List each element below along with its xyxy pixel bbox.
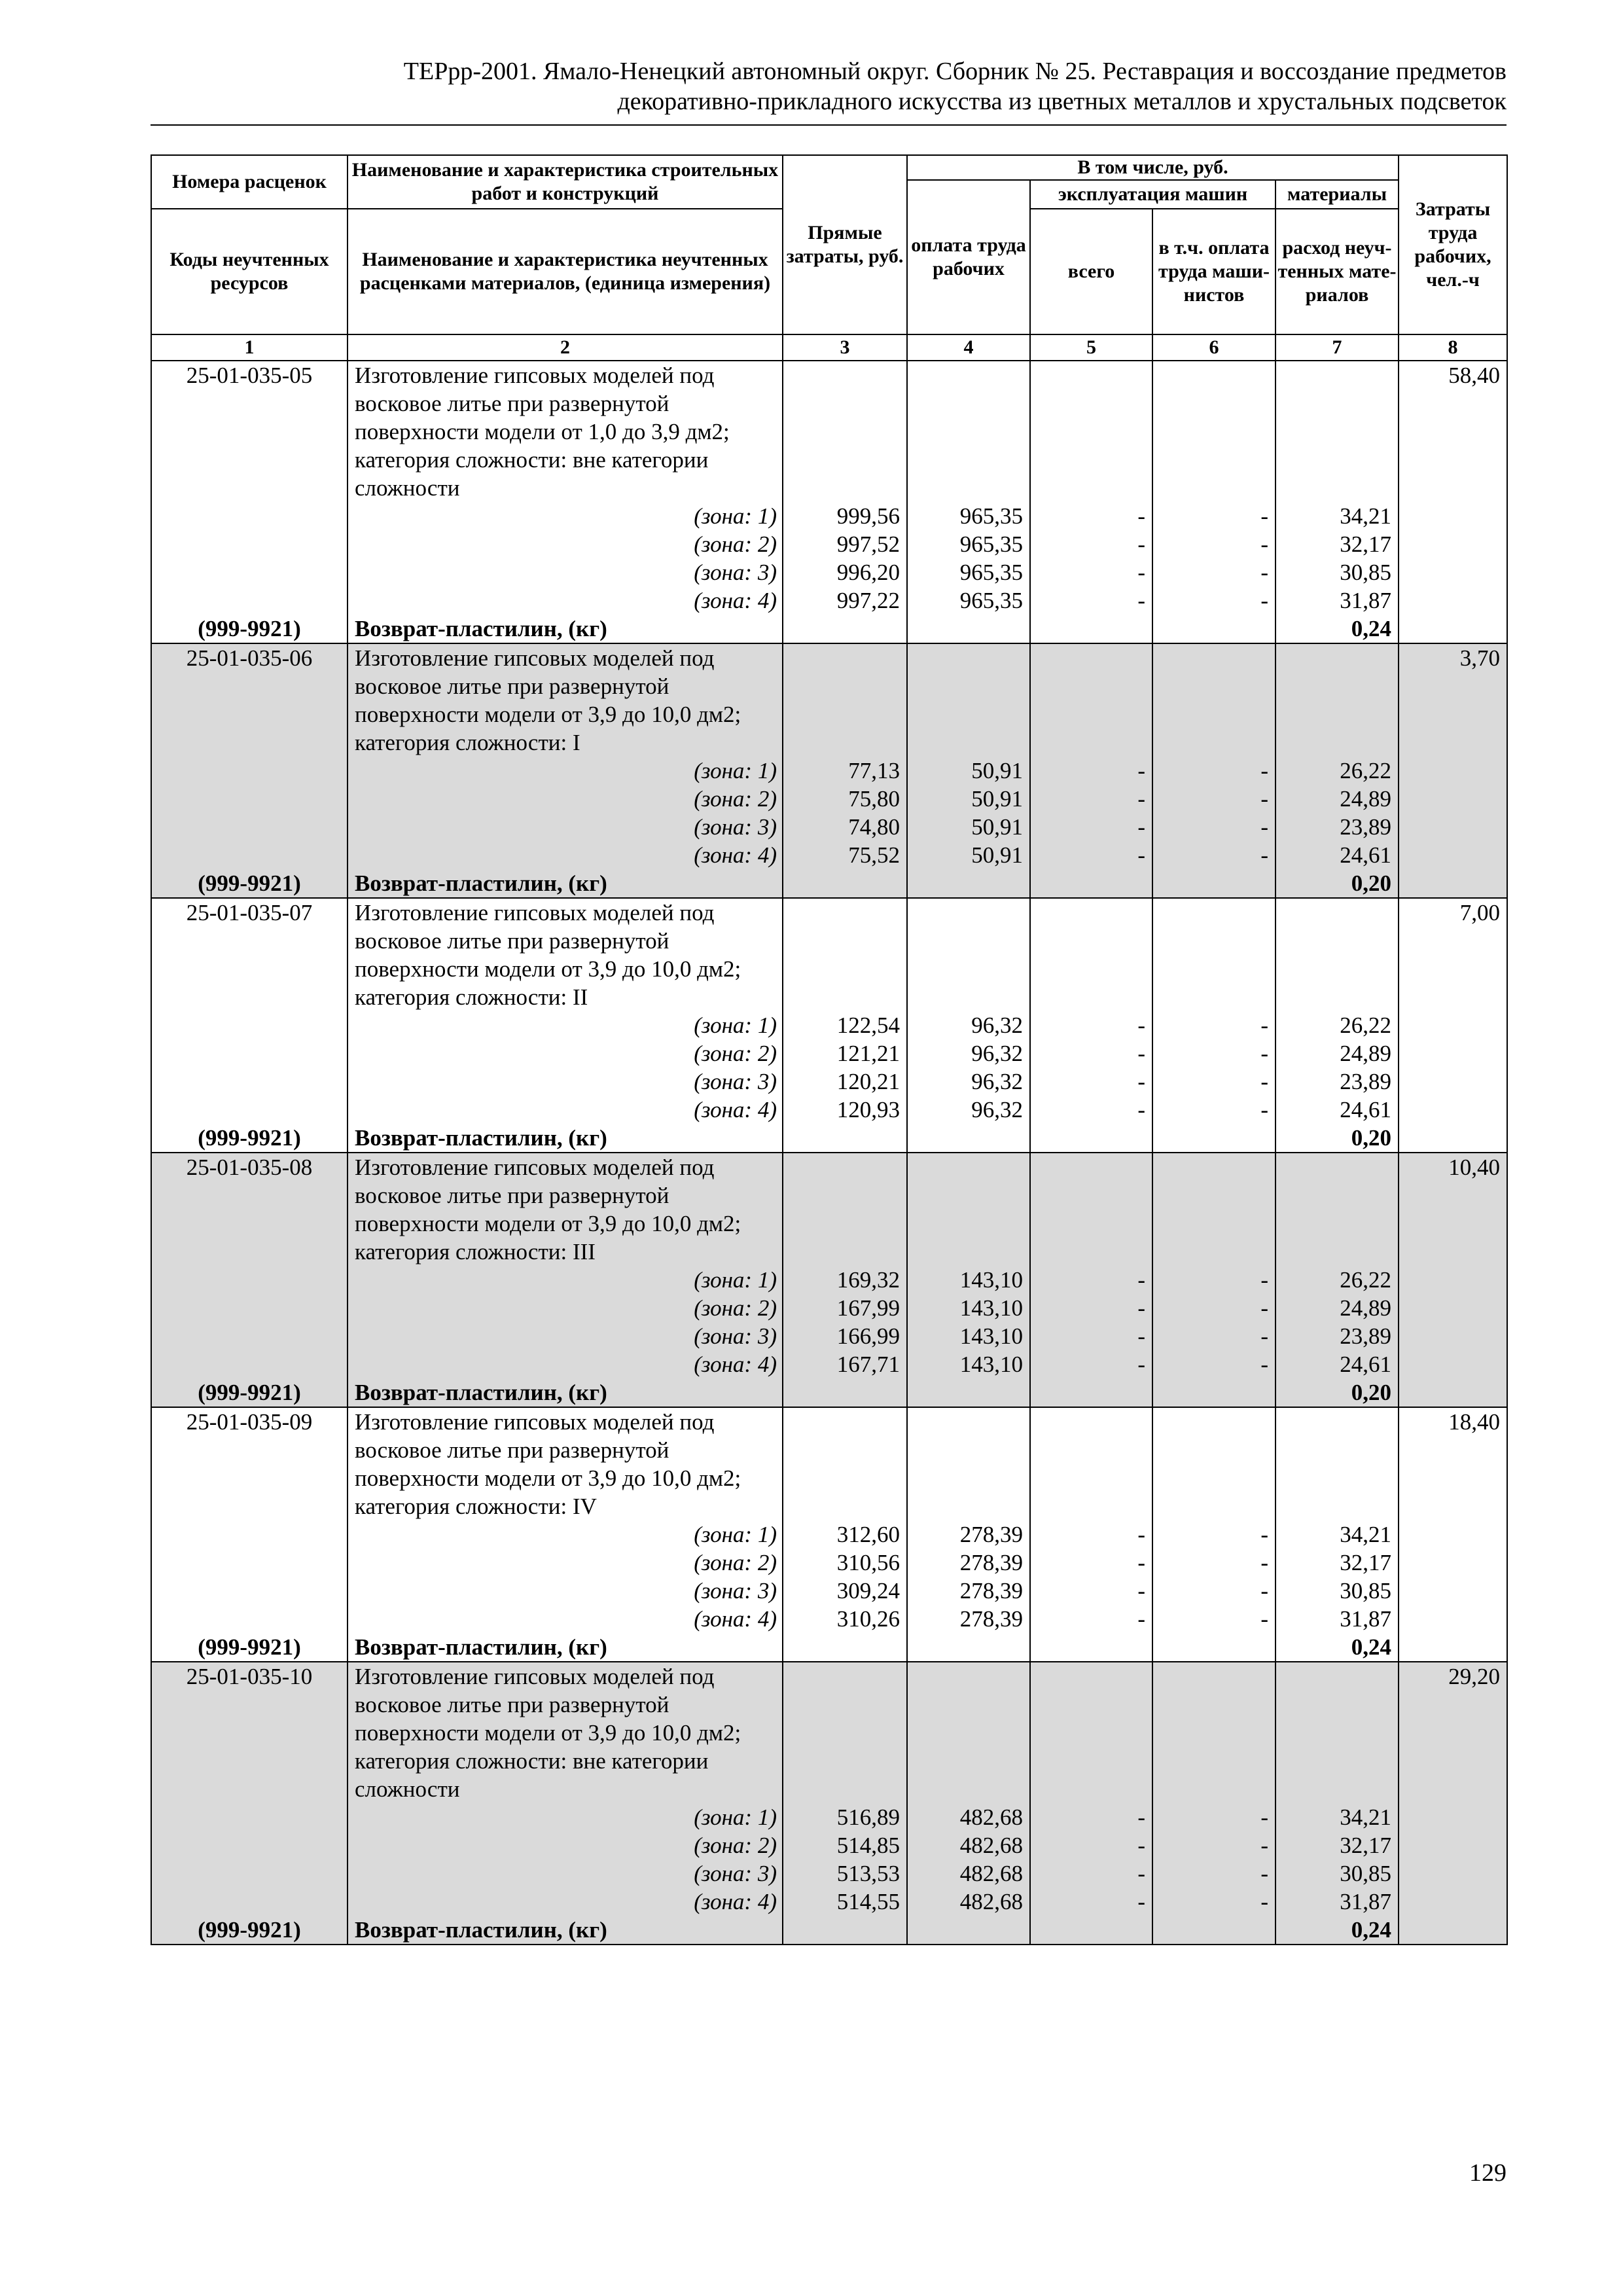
- zone-label: (зона: 2): [694, 1295, 777, 1321]
- materials-cost: 32,17: [1340, 531, 1392, 557]
- machine-cost: -: [1137, 758, 1145, 783]
- head-including: В том числе, руб.: [907, 155, 1399, 180]
- machinist-pay-cell: [1152, 1662, 1275, 1945]
- head-rate-numbers: Номера расценок: [151, 155, 348, 209]
- machinist-pay: -: [1260, 1097, 1268, 1122]
- description-line: Изготовление гипсовых моделей под: [355, 900, 715, 925]
- labor-pay-cell: [907, 1153, 1030, 1407]
- rate-block: [151, 361, 1507, 643]
- machinist-pay: -: [1260, 1267, 1268, 1293]
- description-line: восковое литье при развернутой: [355, 1183, 669, 1208]
- rate-code: 25-01-035-10: [186, 1664, 313, 1689]
- labor-pay-cell: [907, 898, 1030, 1153]
- labor-pay: 965,35: [959, 588, 1023, 613]
- machine-cost: -: [1137, 531, 1145, 557]
- description-cell: [348, 1153, 783, 1407]
- rate-code-cell: [151, 361, 348, 643]
- labor-pay: 143,10: [959, 1352, 1023, 1377]
- machine-cost: -: [1137, 1578, 1145, 1604]
- machinist-pay: -: [1260, 1606, 1268, 1632]
- description-line: сложности: [355, 1776, 460, 1802]
- direct-cost-cell: [783, 643, 907, 898]
- resource-name: Возврат-пластилин, (кг): [355, 1917, 607, 1943]
- labor-hours-cell: [1399, 1407, 1507, 1662]
- labor-pay: 143,10: [959, 1267, 1023, 1293]
- labor-pay: 482,68: [959, 1889, 1023, 1914]
- machine-cost: -: [1137, 1041, 1145, 1066]
- machine-cost: -: [1137, 1013, 1145, 1038]
- machine-cost: -: [1137, 842, 1145, 868]
- machine-cost: -: [1137, 1267, 1145, 1293]
- rate-block: [151, 1662, 1507, 1945]
- header-rule: [151, 124, 1507, 126]
- materials-cost: 31,87: [1340, 588, 1392, 613]
- materials-cost-cell: [1275, 1662, 1399, 1945]
- machinist-pay: -: [1260, 560, 1268, 585]
- machine-cost: -: [1137, 1804, 1145, 1830]
- labor-pay: 482,68: [959, 1833, 1023, 1858]
- description-cell: [348, 1662, 783, 1945]
- materials-cost: 24,89: [1340, 1295, 1392, 1321]
- labor-pay: 50,91: [971, 758, 1023, 783]
- machinist-pay: -: [1260, 814, 1268, 840]
- description-line: категория сложности: I: [355, 730, 580, 755]
- labor-pay: 96,32: [971, 1041, 1023, 1066]
- machinist-pay: -: [1260, 1889, 1268, 1914]
- resource-quantity: 0,20: [1351, 870, 1392, 896]
- materials-cost: 30,85: [1340, 560, 1392, 585]
- resource-name: Возврат-пластилин, (кг): [355, 1634, 607, 1660]
- materials-cost: 31,87: [1340, 1606, 1392, 1632]
- zone-label: (зона: 1): [694, 1522, 777, 1547]
- zone-label: (зона: 4): [694, 1352, 777, 1377]
- labor-pay: 96,32: [971, 1069, 1023, 1094]
- materials-cost: 32,17: [1340, 1833, 1392, 1858]
- materials-cost: 23,89: [1340, 1323, 1392, 1349]
- machine-cost-cell: [1030, 361, 1152, 643]
- resource-code: (999-9921): [198, 1634, 301, 1660]
- labor-hours-cell: [1399, 1153, 1507, 1407]
- machine-cost: -: [1137, 1861, 1145, 1886]
- description-line: категория сложности: II: [355, 984, 588, 1010]
- rate-code: 25-01-035-06: [186, 645, 313, 671]
- machine-cost: -: [1137, 1550, 1145, 1575]
- direct-cost-cell: [783, 1407, 907, 1662]
- description-cell: [348, 898, 783, 1153]
- machine-cost: -: [1137, 1323, 1145, 1349]
- zone-label: (зона: 2): [694, 1550, 777, 1575]
- direct-cost: 75,80: [848, 786, 900, 812]
- machine-cost-cell: [1030, 1662, 1152, 1945]
- machine-cost: -: [1137, 1606, 1145, 1632]
- rate-block: [151, 898, 1507, 1153]
- resource-quantity: 0,24: [1351, 1917, 1392, 1943]
- materials-cost: 30,85: [1340, 1861, 1392, 1886]
- resource-code: (999-9921): [198, 1917, 301, 1943]
- materials-cost: 34,21: [1340, 1522, 1392, 1547]
- materials-cost: 24,61: [1340, 1097, 1392, 1122]
- machine-cost: -: [1137, 503, 1145, 529]
- zone-label: (зона: 2): [694, 1833, 777, 1858]
- machinist-pay: -: [1260, 1041, 1268, 1066]
- labor-pay-cell: [907, 361, 1030, 643]
- description-line: поверхности модели от 3,9 до 10,0 дм2;: [355, 1465, 741, 1491]
- resource-code: (999-9921): [198, 870, 301, 896]
- machinist-pay: -: [1260, 1861, 1268, 1886]
- machine-cost: -: [1137, 1833, 1145, 1858]
- labor-pay: 965,35: [959, 531, 1023, 557]
- machinist-pay-cell: [1152, 361, 1275, 643]
- labor-pay-cell: [907, 1662, 1030, 1945]
- table-header: [151, 155, 1507, 361]
- description-line: категория сложности: вне категории: [355, 447, 709, 473]
- machinist-pay: -: [1260, 503, 1268, 529]
- description-line: восковое литье при развернутой: [355, 1692, 669, 1717]
- resource-quantity: 0,24: [1351, 616, 1392, 641]
- materials-cost-cell: [1275, 1153, 1399, 1407]
- zone-label: (зона: 3): [694, 1323, 777, 1349]
- direct-cost: 122,54: [836, 1013, 900, 1038]
- col-number: 2: [348, 334, 783, 361]
- direct-cost: 75,52: [848, 842, 900, 868]
- direct-cost-cell: [783, 361, 907, 643]
- labor-pay: 96,32: [971, 1097, 1023, 1122]
- direct-cost: 997,52: [836, 531, 900, 557]
- machine-cost-cell: [1030, 898, 1152, 1153]
- direct-cost: 121,21: [836, 1041, 900, 1066]
- labor-pay: 50,91: [971, 842, 1023, 868]
- description-line: поверхности модели от 3,9 до 10,0 дм2;: [355, 1720, 741, 1746]
- labor-hours: 3,70: [1459, 645, 1501, 671]
- head-machine-operation: эксплуатация машин: [1030, 180, 1275, 209]
- rate-code: 25-01-035-08: [186, 1155, 313, 1180]
- labor-pay: 278,39: [959, 1550, 1023, 1575]
- page-number: 129: [1469, 2159, 1507, 2187]
- zone-label: (зона: 4): [694, 1606, 777, 1632]
- materials-cost: 31,87: [1340, 1889, 1392, 1914]
- description-line: категория сложности: IV: [355, 1494, 597, 1519]
- resource-quantity: 0,24: [1351, 1634, 1392, 1660]
- machine-cost: -: [1137, 1295, 1145, 1321]
- zone-label: (зона: 1): [694, 1013, 777, 1038]
- table-body: [151, 361, 1507, 1945]
- description-line: Изготовление гипсовых моделей под: [355, 363, 715, 388]
- zone-label: (зона: 1): [694, 1804, 777, 1830]
- direct-cost: 77,13: [848, 758, 900, 783]
- description-line: Изготовление гипсовых моделей под: [355, 645, 715, 671]
- machinist-pay: -: [1260, 842, 1268, 868]
- machinist-pay: -: [1260, 1522, 1268, 1547]
- description-line: восковое литье при развернутой: [355, 1437, 669, 1463]
- direct-cost: 312,60: [836, 1522, 900, 1547]
- direct-cost: 996,20: [836, 560, 900, 585]
- head-material-name: Наименование и характеристика неучтенных расценками материалов, (единица измерения): [348, 209, 783, 334]
- direct-cost: 167,99: [836, 1295, 900, 1321]
- materials-cost: 26,22: [1340, 1013, 1392, 1038]
- labor-pay: 278,39: [959, 1578, 1023, 1604]
- machine-cost: -: [1137, 1069, 1145, 1094]
- direct-cost: 309,24: [836, 1578, 900, 1604]
- header-line-1: ТЕРрр-2001. Ямало-Ненецкий автономный округ. Сборник № 25. Реставрация и воссоздание предметов: [403, 58, 1507, 85]
- description-line: поверхности модели от 3,9 до 10,0 дм2;: [355, 702, 741, 727]
- description-line: восковое литье при развернутой: [355, 928, 669, 954]
- machine-cost: -: [1137, 560, 1145, 585]
- column-numbers-row: [151, 334, 1507, 361]
- zone-label: (зона: 3): [694, 1578, 777, 1604]
- materials-cost: 24,89: [1340, 1041, 1392, 1066]
- col-number: 4: [907, 334, 1030, 361]
- direct-cost: 167,71: [836, 1352, 900, 1377]
- materials-cost: 24,61: [1340, 1352, 1392, 1377]
- machinist-pay: -: [1260, 758, 1268, 783]
- labor-pay-cell: [907, 1407, 1030, 1662]
- materials-cost: 23,89: [1340, 1069, 1392, 1094]
- materials-cost: 26,22: [1340, 758, 1392, 783]
- rate-code: 25-01-035-09: [186, 1409, 313, 1435]
- resource-name: Возврат-пластилин, (кг): [355, 1125, 607, 1151]
- machinist-pay: -: [1260, 1323, 1268, 1349]
- head-resource-codes: Коды неучтенных ресурсов: [151, 209, 348, 334]
- description-cell: [348, 361, 783, 643]
- labor-pay: 143,10: [959, 1323, 1023, 1349]
- labor-pay: 278,39: [959, 1606, 1023, 1632]
- resource-name: Возврат-пластилин, (кг): [355, 870, 607, 896]
- col-number: 8: [1399, 334, 1507, 361]
- direct-cost: 514,85: [836, 1833, 900, 1858]
- materials-cost: 23,89: [1340, 814, 1392, 840]
- machinist-pay: -: [1260, 1833, 1268, 1858]
- direct-cost: 999,56: [836, 503, 900, 529]
- zone-label: (зона: 1): [694, 1267, 777, 1293]
- head-materials: материалы: [1275, 180, 1399, 209]
- materials-cost-cell: [1275, 898, 1399, 1153]
- rate-code: 25-01-035-05: [186, 363, 313, 388]
- labor-pay: 482,68: [959, 1861, 1023, 1886]
- description-line: поверхности модели от 3,9 до 10,0 дм2;: [355, 1211, 741, 1236]
- materials-cost: 30,85: [1340, 1578, 1392, 1604]
- description-line: Изготовление гипсовых моделей под: [355, 1409, 715, 1435]
- labor-hours: 58,40: [1448, 363, 1501, 388]
- zone-label: (зона: 3): [694, 1861, 777, 1886]
- description-cell: [348, 643, 783, 898]
- direct-cost: 166,99: [836, 1323, 900, 1349]
- rate-code: 25-01-035-07: [186, 900, 313, 925]
- rate-code-cell: [151, 898, 348, 1153]
- labor-hours-cell: [1399, 361, 1507, 643]
- rate-code-cell: [151, 643, 348, 898]
- col-number: 6: [1152, 334, 1275, 361]
- direct-cost: 310,56: [836, 1550, 900, 1575]
- direct-cost: 120,21: [836, 1069, 900, 1094]
- machine-cost-cell: [1030, 1407, 1152, 1662]
- description-line: Изготовление гипсовых моделей под: [355, 1664, 715, 1689]
- description-cell: [348, 1407, 783, 1662]
- machine-cost: -: [1137, 786, 1145, 812]
- direct-cost-cell: [783, 1153, 907, 1407]
- direct-cost: 997,22: [836, 588, 900, 613]
- zone-label: (зона: 2): [694, 786, 777, 812]
- head-machinist-pay: в т.ч. оплата труда маши-нистов: [1152, 209, 1275, 334]
- head-labor-pay: оплата труда рабочих: [907, 180, 1030, 334]
- description-line: поверхности модели от 1,0 до 3,9 дм2;: [355, 419, 730, 444]
- head-machine-total: всего: [1030, 209, 1152, 334]
- resource-name: Возврат-пластилин, (кг): [355, 1380, 607, 1405]
- machinist-pay: -: [1260, 531, 1268, 557]
- description-line: восковое литье при развернутой: [355, 673, 669, 699]
- direct-cost-cell: [783, 1662, 907, 1945]
- machine-cost: -: [1137, 1097, 1145, 1122]
- resource-code: (999-9921): [198, 1125, 301, 1151]
- zone-label: (зона: 4): [694, 1097, 777, 1122]
- direct-cost: 513,53: [836, 1861, 900, 1886]
- machinist-pay: -: [1260, 1578, 1268, 1604]
- direct-cost: 310,26: [836, 1606, 900, 1632]
- direct-cost: 516,89: [836, 1804, 900, 1830]
- machine-cost: -: [1137, 1889, 1145, 1914]
- resource-quantity: 0,20: [1351, 1380, 1392, 1405]
- head-labor-costs: Затраты труда рабочих, чел.-ч: [1399, 155, 1507, 334]
- machinist-pay: -: [1260, 786, 1268, 812]
- machinist-pay: -: [1260, 1013, 1268, 1038]
- materials-cost-cell: [1275, 361, 1399, 643]
- machinist-pay-cell: [1152, 1407, 1275, 1662]
- zone-label: (зона: 4): [694, 588, 777, 613]
- materials-cost: 24,89: [1340, 786, 1392, 812]
- labor-hours: 7,00: [1459, 900, 1501, 925]
- materials-cost-cell: [1275, 1407, 1399, 1662]
- head-material-usage: расход неуч-тенных мате-риалов: [1275, 209, 1399, 334]
- labor-pay: 143,10: [959, 1295, 1023, 1321]
- labor-hours: 18,40: [1448, 1409, 1501, 1435]
- machine-cost: -: [1137, 1352, 1145, 1377]
- zone-label: (зона: 3): [694, 560, 777, 585]
- rate-block: [151, 643, 1507, 898]
- machinist-pay-cell: [1152, 643, 1275, 898]
- direct-cost: 120,93: [836, 1097, 900, 1122]
- machinist-pay-cell: [1152, 898, 1275, 1153]
- direct-cost-cell: [783, 898, 907, 1153]
- labor-pay-cell: [907, 643, 1030, 898]
- rate-code-cell: [151, 1662, 348, 1945]
- labor-pay: 965,35: [959, 503, 1023, 529]
- zone-label: (зона: 4): [694, 1889, 777, 1914]
- rate-code-cell: [151, 1407, 348, 1662]
- zone-label: (зона: 3): [694, 1069, 777, 1094]
- machinist-pay: -: [1260, 588, 1268, 613]
- zone-label: (зона: 4): [694, 842, 777, 868]
- resource-code: (999-9921): [198, 616, 301, 641]
- machinist-pay: -: [1260, 1804, 1268, 1830]
- machinist-pay-cell: [1152, 1153, 1275, 1407]
- machinist-pay: -: [1260, 1352, 1268, 1377]
- machine-cost: -: [1137, 1522, 1145, 1547]
- labor-pay: 50,91: [971, 786, 1023, 812]
- labor-pay: 50,91: [971, 814, 1023, 840]
- labor-pay: 278,39: [959, 1522, 1023, 1547]
- col-number: 5: [1030, 334, 1152, 361]
- description-line: категория сложности: III: [355, 1239, 596, 1265]
- labor-hours: 29,20: [1448, 1664, 1501, 1689]
- zone-label: (зона: 2): [694, 1041, 777, 1066]
- labor-hours: 10,40: [1448, 1155, 1501, 1180]
- zone-label: (зона: 1): [694, 503, 777, 529]
- labor-pay: 96,32: [971, 1013, 1023, 1038]
- machine-cost: -: [1137, 814, 1145, 840]
- zone-label: (зона: 2): [694, 531, 777, 557]
- description-line: сложности: [355, 475, 460, 501]
- resource-quantity: 0,20: [1351, 1125, 1392, 1151]
- labor-pay: 482,68: [959, 1804, 1023, 1830]
- labor-pay: 965,35: [959, 560, 1023, 585]
- machinist-pay: -: [1260, 1550, 1268, 1575]
- materials-cost: 34,21: [1340, 1804, 1392, 1830]
- description-line: поверхности модели от 3,9 до 10,0 дм2;: [355, 956, 741, 982]
- labor-hours-cell: [1399, 1662, 1507, 1945]
- head-direct-costs: Прямые затраты, руб.: [783, 155, 907, 334]
- col-number: 3: [783, 334, 907, 361]
- description-line: Изготовление гипсовых моделей под: [355, 1155, 715, 1180]
- col-number: 1: [151, 334, 348, 361]
- col-number: 7: [1275, 334, 1399, 361]
- resource-name: Возврат-пластилин, (кг): [355, 616, 607, 641]
- materials-cost-cell: [1275, 643, 1399, 898]
- resource-code: (999-9921): [198, 1380, 301, 1405]
- machine-cost: -: [1137, 588, 1145, 613]
- description-line: категория сложности: вне категории: [355, 1748, 709, 1774]
- header-line-2: декоративно-прикладного искусства из цветных металлов и хрустальных подсветок: [617, 88, 1507, 115]
- zone-label: (зона: 3): [694, 814, 777, 840]
- machinist-pay: -: [1260, 1295, 1268, 1321]
- rate-code-cell: [151, 1153, 348, 1407]
- direct-cost: 74,80: [848, 814, 900, 840]
- materials-cost: 34,21: [1340, 503, 1392, 529]
- rate-block: [151, 1407, 1507, 1662]
- materials-cost: 24,61: [1340, 842, 1392, 868]
- price-rates-table: [151, 154, 1508, 1945]
- machine-cost-cell: [1030, 643, 1152, 898]
- machinist-pay: -: [1260, 1069, 1268, 1094]
- materials-cost: 32,17: [1340, 1550, 1392, 1575]
- materials-cost: 26,22: [1340, 1267, 1392, 1293]
- zone-label: (зона: 1): [694, 758, 777, 783]
- machine-cost-cell: [1030, 1153, 1152, 1407]
- running-header: [151, 56, 1507, 117]
- direct-cost: 514,55: [836, 1889, 900, 1914]
- labor-hours-cell: [1399, 898, 1507, 1153]
- labor-hours-cell: [1399, 643, 1507, 898]
- head-work-name: Наименование и характеристика строительных работ и конструкций: [348, 155, 783, 209]
- rate-block: [151, 1153, 1507, 1407]
- description-line: восковое литье при развернутой: [355, 391, 669, 416]
- direct-cost: 169,32: [836, 1267, 900, 1293]
